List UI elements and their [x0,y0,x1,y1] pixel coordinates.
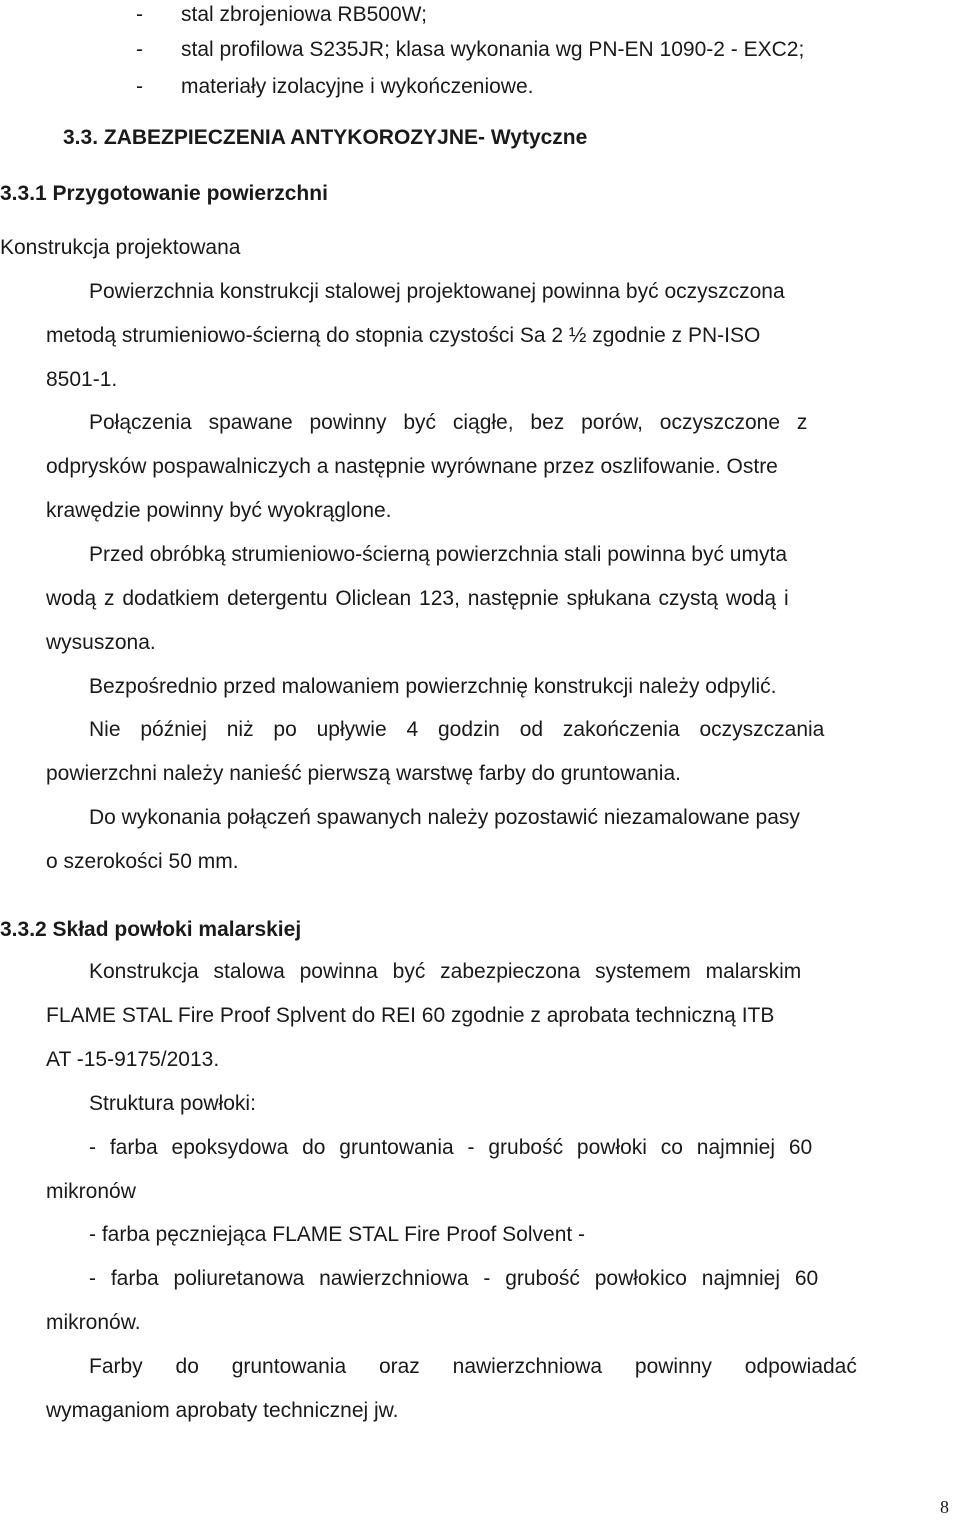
list-item: - farba pęczniejąca FLAME STAL Fire Proof Solvent - [89,1223,586,1246]
subsection-subtitle: Konstrukcja projektowana [0,236,241,259]
subsection-heading: 3.3.2 Skład powłoki malarskiej [0,918,302,941]
structure-label: Struktura powłoki: [89,1092,256,1115]
paragraph-line: AT -15-9175/2013. [46,1048,220,1071]
list-item: stal zbrojeniowa RB500W; [181,3,427,26]
paragraph-line: Przed obróbką strumieniowo-ścierną powierzchnia stali powinna być umyta [89,543,787,566]
list-item: mikronów. [46,1311,141,1334]
page-number: 8 [940,1497,949,1517]
list-item: stal profilowa S235JR; klasa wykonania wg PN-EN 1090-2 - EXC2; [181,38,805,61]
paragraph-line: Farby do gruntowania oraz nawierzchniowa powinny odpowiadać [89,1355,857,1378]
paragraph-line: wysuszona. [46,631,156,654]
paragraph-line: Powierzchnia konstrukcji stalowej projektowanej powinna być oczyszczona [89,280,785,303]
paragraph-line: Do wykonania połączeń spawanych należy pozostawić niezamalowane pasy [89,806,800,829]
paragraph-line: wodą z dodatkiem detergentu Oliclean 123, następnie spłukana czystą wodą i [46,587,789,610]
paragraph-line: o szerokości 50 mm. [46,850,239,873]
list-item: mikronów [46,1180,136,1203]
subsection-heading: 3.3.1 Przygotowanie powierzchni [0,182,328,205]
paragraph-line: Bezpośrednio przed malowaniem powierzchnię konstrukcji należy odpylić. [89,675,777,698]
paragraph-line: metodą strumieniowo-ścierną do stopnia czystości Sa 2 ½ zgodnie z PN-ISO [46,324,761,347]
paragraph-line: powierzchni należy nanieść pierwszą warstwę farby do gruntowania. [46,762,681,785]
list-item: - farba poliuretanowa nawierzchniowa - grubość powłokico najmniej 60 [89,1267,819,1290]
paragraph-line: Nie później niż po upływie 4 godzin od zakończenia oczyszczania [89,718,825,741]
paragraph-line: krawędzie powinny być wyokrąglone. [46,499,392,522]
paragraph-line: odprysków pospawalniczych a następnie wyrównane przez oszlifowanie. Ostre [46,455,778,478]
list-dash: - [136,38,143,61]
list-item: - farba epoksydowa do gruntowania - grubość powłoki co najmniej 60 [89,1136,813,1159]
paragraph-line: FLAME STAL Fire Proof Splvent do REI 60 zgodnie z aprobata techniczną ITB [46,1004,775,1027]
paragraph-line: Konstrukcja stalowa powinna być zabezpieczona systemem malarskim [89,960,802,983]
paragraph-line: 8501-1. [46,368,118,391]
list-dash: - [136,75,143,98]
list-item: materiały izolacyjne i wykończeniowe. [181,75,534,98]
list-dash: - [136,3,143,26]
paragraph-line: Połączenia spawane powinny być ciągłe, bez porów, oczyszczone z [89,411,808,434]
section-heading: 3.3. ZABEZPIECZENIA ANTYKOROZYJNE- Wytyczne [63,126,588,149]
paragraph-line: wymaganiom aprobaty technicznej jw. [46,1399,399,1422]
